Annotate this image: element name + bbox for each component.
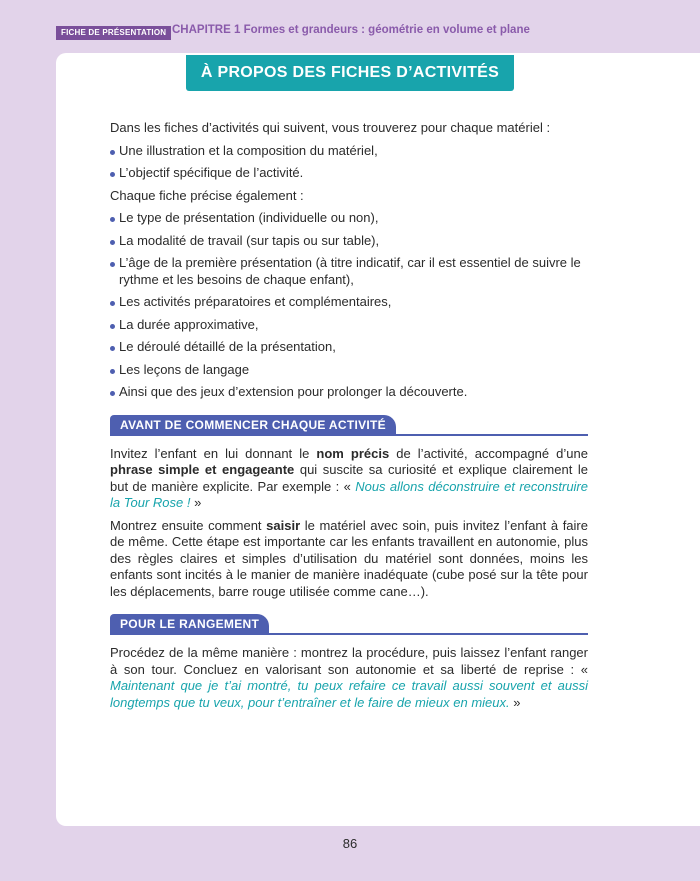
section-heading-label: POUR LE RANGEMENT [110, 614, 269, 634]
bullet-icon [110, 391, 115, 396]
intro-lead: Dans les fiches d’activités qui suivent, vous trouverez pour chaque matériel : [110, 120, 551, 135]
text-run: Montrez ensuite comment [110, 517, 267, 533]
bold-text: phrase simple et engageante [110, 462, 295, 477]
bullet-icon [110, 346, 115, 351]
list-item [110, 233, 588, 250]
details-list [110, 210, 588, 401]
bold-text: saisir [266, 517, 301, 533]
example-quote: Nous allons déconstruire et reconstruire la Tour Rose ! [110, 478, 588, 510]
list-item [110, 143, 588, 160]
text-run: Procédez de la même manière : montrez la procédure, puis laissez l’enfant ranger à son tour. Concluez en valorisant son autonomie et sa liberté de reprise : « [110, 645, 588, 677]
text-run: de l’activité, accompagné d’une [389, 445, 588, 461]
content [110, 120, 588, 717]
section-heading-label: AVANT DE COMMENCER CHAQUE ACTIVITÉ [110, 415, 396, 435]
list-item [110, 165, 588, 182]
list-item-text: La modalité de travail (sur tapis ou sur table), [119, 232, 380, 248]
bullet-icon [110, 369, 115, 374]
chapter-title: CHAPITRE 1 Formes et grandeurs : géométrie en volume et plane [172, 24, 530, 36]
list-item [110, 294, 588, 311]
list-item [110, 317, 588, 334]
list-item [110, 362, 588, 379]
example-quote: Maintenant que je t’ai montré, tu peux refaire ce travail aussi souvent et aussi longtemps que tu veux, pour t’entraîner et le faire de mieux en mieux. [110, 678, 588, 710]
section-heading-before [110, 415, 588, 437]
list-item-text: Le déroulé détaillé de la présentation, [119, 339, 336, 354]
list-item-text: Les activités préparatoires et complémentaires, [119, 294, 392, 309]
section1-paragraph-1 [110, 446, 588, 512]
list-item-text: Ainsi que des jeux d’extension pour prolonger la découverte. [119, 384, 468, 399]
list-item [110, 384, 588, 401]
text-run: qui suscite sa curiosité et explique clairement le but de manière explicite. Par exemple : « [110, 462, 588, 494]
text-run: » [509, 694, 521, 710]
list-item-text: Le type de présentation (individuelle ou non), [119, 210, 379, 225]
list-item [110, 210, 588, 227]
list-item-text: L’objectif spécifique de l’activité. [119, 165, 304, 180]
text-run: Invitez l’enfant en lui donnant le [110, 445, 317, 461]
section1-paragraph-2 [110, 518, 588, 601]
list-item-text: Les leçons de langage [119, 361, 250, 377]
bullet-icon [110, 172, 115, 177]
text-run: » [190, 495, 202, 510]
bullet-icon [110, 262, 115, 267]
list-item [110, 339, 588, 356]
list-item-text: La durée approximative, [119, 316, 259, 332]
chapter-tag: FICHE DE PRÉSENTATION [56, 26, 171, 40]
list-item-text: L’âge de la première présentation (à titre indicatif, car il est essentiel de suivre le rythme et les besoins de chaque enfant), [119, 255, 581, 287]
bullet-icon [110, 150, 115, 155]
page-number: 86 [342, 836, 358, 851]
intro-list [110, 143, 588, 182]
intro-lead-2: Chaque fiche précise également : [110, 187, 304, 203]
bullet-icon [110, 301, 115, 306]
list-item-text: Une illustration et la composition du matériel, [119, 142, 378, 158]
bullet-icon [110, 324, 115, 329]
text-run: le matériel avec soin, puis invitez l’enfant à faire de même. Cette étape est importante car les enfants travaillent en autonomie, plus des règles claires et simples d’utilisation du matériel sont données, moins les enfants sont incités à le manier de manière inadéquate (cube posé sur la tête pour les déplacements, barre rouge utilisée comme cane…). [110, 517, 588, 599]
page-title: À PROPOS DES FICHES D’ACTIVITÉS [186, 55, 514, 91]
section2-paragraph-1 [110, 645, 588, 711]
bullet-icon [110, 240, 115, 245]
section-heading-rangement [110, 614, 588, 636]
bullet-icon [110, 217, 115, 222]
bold-text: nom précis [316, 445, 390, 461]
list-item [110, 255, 588, 288]
